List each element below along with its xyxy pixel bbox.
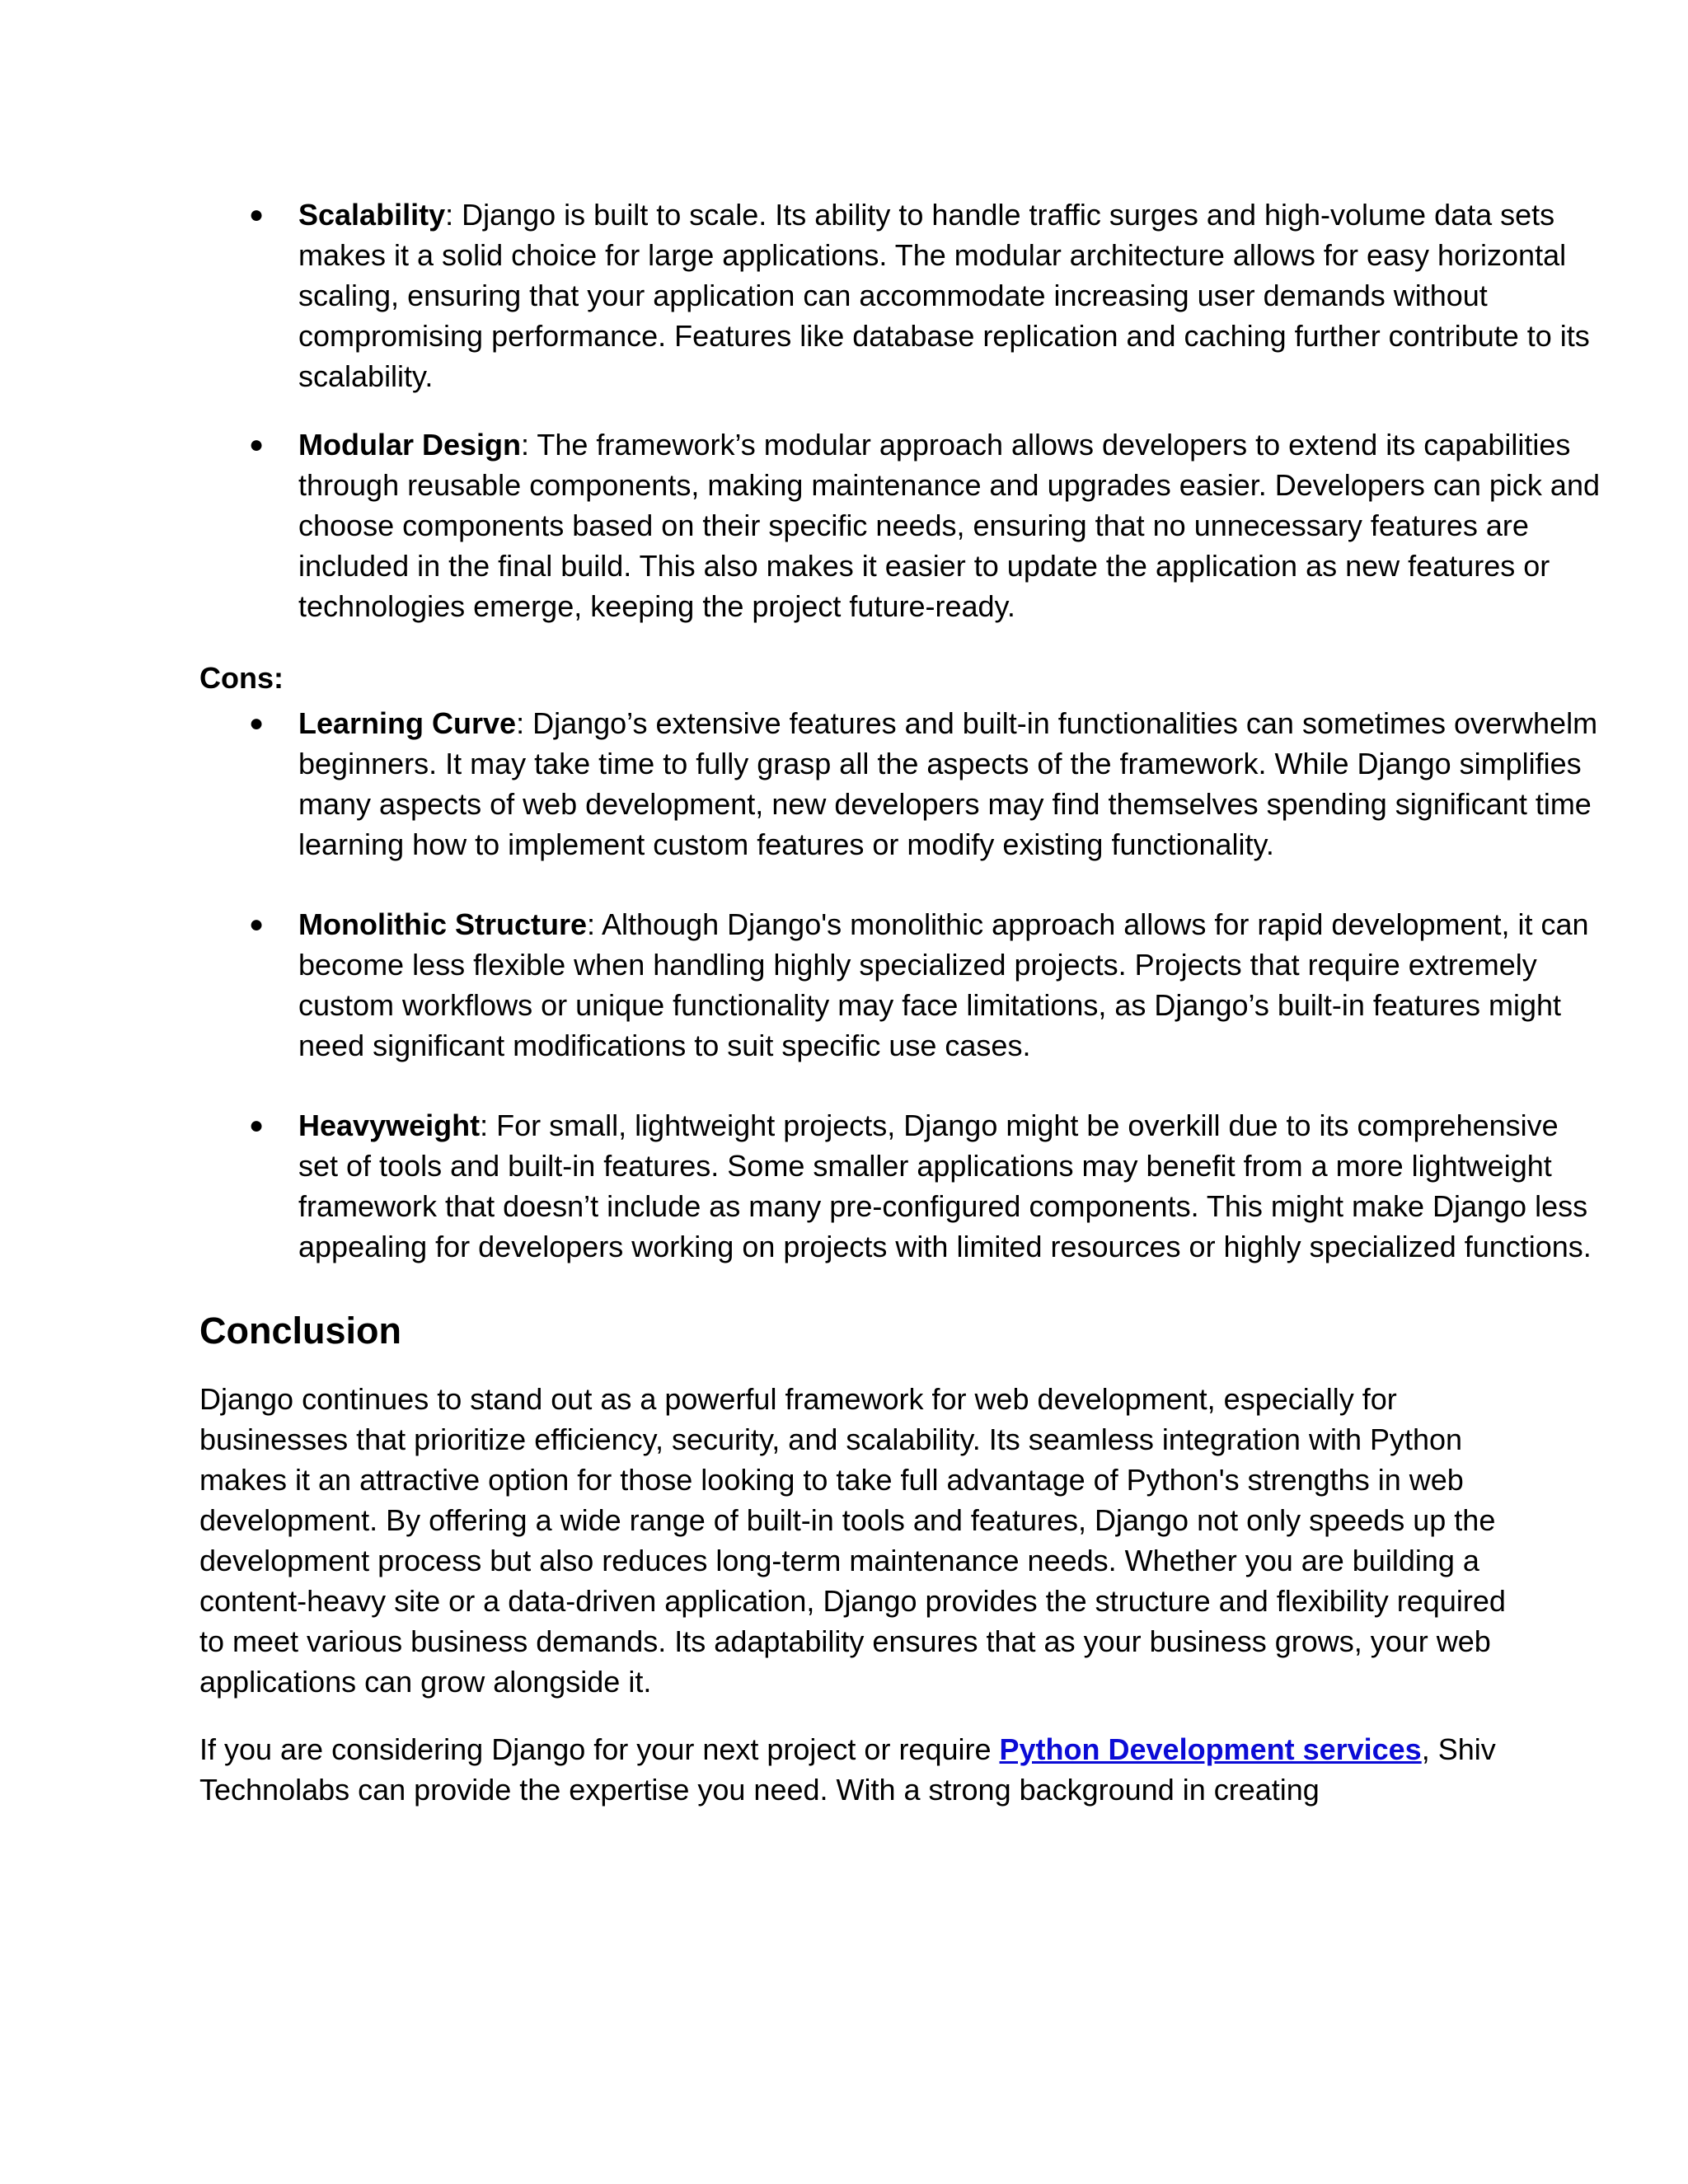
list-item-term: Heavyweight <box>298 1108 481 1142</box>
list-item-term: Modular Design <box>298 428 522 462</box>
bullet-icon: ● <box>249 431 265 458</box>
list-item-text: : Django’s extensive features and built-in functionalities can sometimes overwhelm beginners. It may take time to fully grasp all the aspects of the framework. While Django simplifies many aspects of web development, new developers may find themselves spending significant time learning how to implement custom features or modify existing functionality. <box>298 706 1598 861</box>
conclusion-heading: Conclusion <box>199 1310 401 1352</box>
cons-list <box>199 703 1598 1267</box>
conclusion-paragraph: Django continues to stand out as a powerful framework for web development, especially for businesses that prioritize efficiency, security, and scalability. Its seamless integration with Python makes it an attractive option for those looking to take full advantage of Python's strengths in web development. By offering a wide range of built-in tools and features, Django not only speeds up the development process but also reduces long-term maintenance needs. Whether you are building a content-heavy site or a data-driven application, Django provides the structure and flexibility required to meet various business demands. Its adaptability ensures that as your business grows, your web applications can grow alongside it. <box>199 1382 1506 1699</box>
cta-text-after: , Shiv Technolabs can provide the expertise you need. With a strong background in creating <box>199 1732 1496 1807</box>
cta-text-before: If you are considering Django for your next project or require <box>199 1732 1000 1766</box>
cta-paragraph <box>199 1729 1510 1810</box>
python-development-services-link[interactable]: Python Development services <box>999 1732 1422 1766</box>
bullet-icon: ● <box>249 710 265 737</box>
list-item-heavyweight <box>199 1105 1606 1267</box>
cons-heading: Cons: <box>199 661 284 695</box>
page-content <box>199 194 1600 1837</box>
bullet-icon: ● <box>249 201 265 228</box>
list-item-text: : Although Django's monolithic approach allows for rapid development, it can become less flexible when handling highly specialized projects. Projects that require extremely custom workflows or unique functionality may face limitations, as Django’s built-in features might need significant modifications to suit specific use cases. <box>298 907 1589 1062</box>
list-item-text: : The framework’s modular approach allows developers to extend its capabilities through reusable components, making maintenance and upgrades easier. Developers can pick and choose components based on their specific needs, ensuring that no unnecessary features are included in the final build. This also makes it easier to update the application as new features or technologies emerge, keeping the project future-ready. <box>298 428 1600 623</box>
list-item-monolithic-structure <box>199 904 1606 1066</box>
list-item-learning-curve <box>199 703 1606 865</box>
bullet-icon: ● <box>249 1112 265 1139</box>
list-item-term: Scalability <box>298 198 446 232</box>
list-item-text: : Django is built to scale. Its ability to handle traffic surges and high-volume data sets makes it a solid choice for large applications. The modular architecture allows for easy horizontal scaling, ensuring that your application can accommodate increasing user demands without compromising performance. Features like database replication and caching further contribute to its scalability. <box>298 198 1590 393</box>
bullet-icon: ● <box>249 911 265 938</box>
list-item-scalability <box>199 194 1606 396</box>
list-item-text: : For small, lightweight projects, Django might be overkill due to its comprehensive set of tools and built-in features. Some smaller applications may benefit from a more lightweight framework that doesn’t include as many pre-configured components. This might make Django less appealing for developers working on projects with limited resources or highly specialized functions. <box>298 1108 1592 1263</box>
list-item-term: Monolithic Structure <box>298 907 587 941</box>
pros-list <box>199 194 1600 626</box>
list-item-modular-design <box>199 424 1606 626</box>
list-item-term: Learning Curve <box>298 706 517 740</box>
